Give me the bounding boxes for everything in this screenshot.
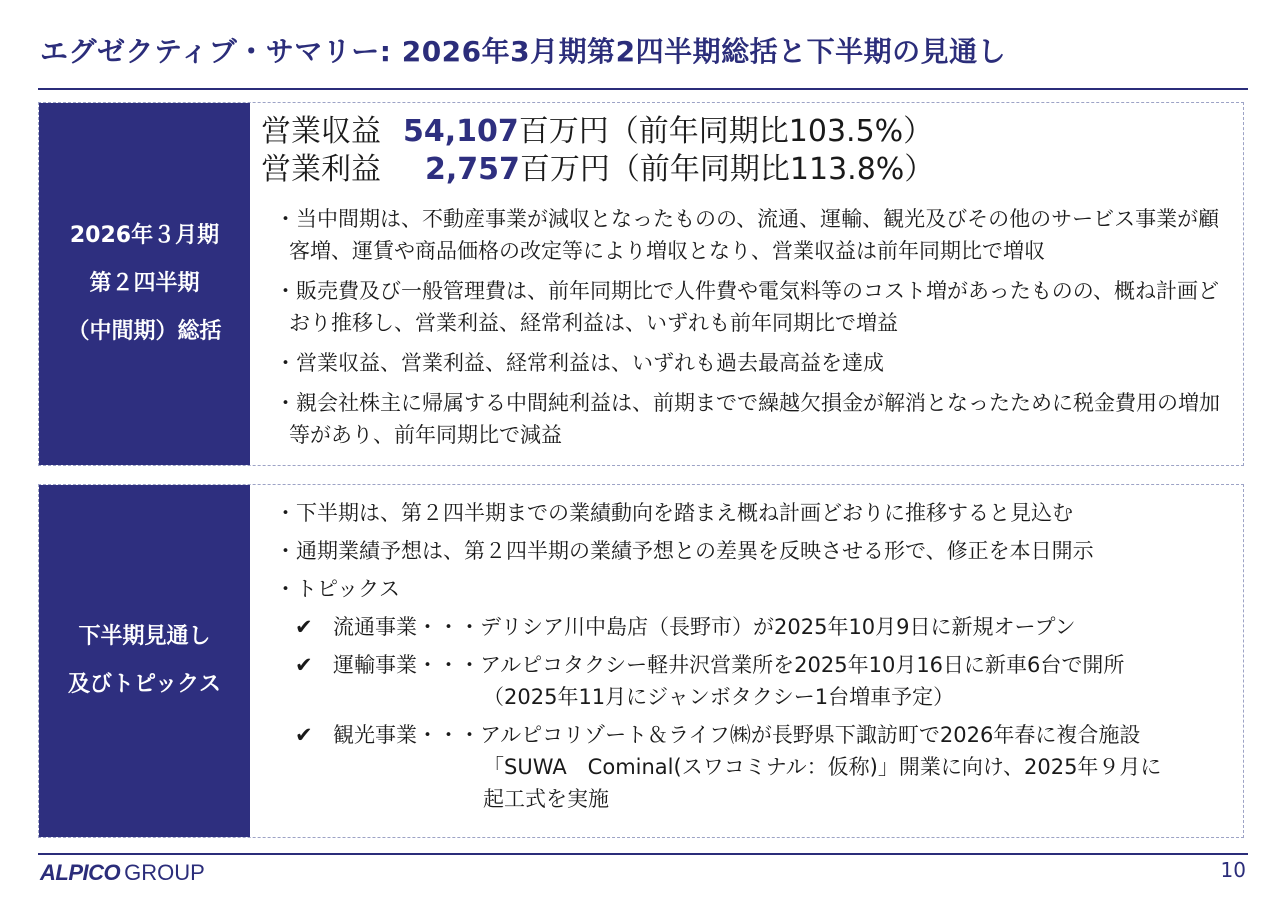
check-icon: ✔ (295, 723, 313, 747)
topic-item (295, 649, 1237, 713)
outlook-section (38, 484, 1244, 838)
topic-line: 観光事業・・・アルピコリゾート＆ライフ㈱が長野県下諏訪町で2026年春に複合施設 (333, 723, 1141, 747)
revenue-suffix: 百万円（前年同期比103.5%） (518, 114, 934, 149)
logo-group: GROUP (124, 860, 205, 885)
revenue-kpi (261, 113, 933, 151)
summary-bullet: ・親会社株主に帰属する中間純利益は、前期までで繰越欠損金が解消となったために税金費用の増加等があり、前年同期比で減益 (275, 391, 1220, 447)
operating-income-suffix: 百万円（前年同期比113.8%） (519, 152, 935, 187)
topic-item (295, 719, 1237, 815)
summary-side-line: （中間期）総括 (67, 319, 222, 344)
outlook-bullets (275, 497, 1237, 821)
outlook-side-line: 及びトピックス (68, 672, 221, 697)
summary-side-line: 2026年３月期 (69, 223, 220, 248)
summary-bullets (275, 203, 1237, 459)
outlook-side-label (39, 485, 250, 837)
operating-income-value: 2,757 (425, 152, 520, 187)
summary-content (261, 103, 1237, 465)
page-number: 10 (1220, 858, 1246, 882)
footer-divider (38, 853, 1248, 855)
summary-side-line: 第２四半期 (89, 271, 200, 296)
topic-line: 流通事業・・・デリシア川中島店（長野市）が2025年10月9日に新規オープン (333, 615, 1076, 639)
topic-line: 「SUWA Cominal(スワコミナル：仮称)」開業に向け、2025年９月に (483, 755, 1162, 779)
topic-line: 起工式を実施 (483, 787, 609, 811)
topic-line: 運輸事業・・・アルピコタクシー軽井沢営業所を2025年10月16日に新車6台で開所 (333, 653, 1125, 677)
outlook-content (261, 485, 1237, 837)
title-divider (38, 88, 1248, 90)
summary-bullet: ・販売費及び一般管理費は、前年同期比で人件費や電気料等のコスト増があったものの、概ね計画どおり推移し、営業利益、経常利益は、いずれも前年同期比で増益 (275, 279, 1219, 335)
topics-heading: ・トピックス (275, 577, 400, 601)
check-icon: ✔ (295, 615, 313, 639)
summary-bullet: ・営業収益、営業利益、経常利益は、いずれも過去最高益を達成 (275, 351, 884, 375)
check-icon: ✔ (295, 653, 313, 677)
operating-income-label: 営業利益 (261, 152, 381, 187)
outlook-side-line: 下半期見通し (78, 624, 211, 649)
logo-brand: ALPICO (40, 860, 121, 885)
operating-income-kpi (261, 151, 934, 189)
summary-side-label (39, 103, 250, 465)
summary-section (38, 102, 1244, 466)
outlook-bullet: ・通期業績予想は、第２四半期の業績予想との差異を反映させる形で、修正を本日開示 (275, 539, 1094, 563)
outlook-bullet: ・下半期は、第２四半期までの業績動向を踏まえ概ね計画どおりに推移すると見込む (275, 501, 1073, 525)
page-title: エグゼクティブ・サマリー: 2026年3月期第2四半期総括と下半期の見通し (40, 35, 1007, 68)
topic-item (295, 611, 1237, 643)
topic-line: （2025年11月にジャンボタクシー1台増車予定） (483, 685, 955, 709)
alpico-group-logo (40, 858, 205, 888)
revenue-value: 54,107 (403, 114, 519, 149)
revenue-label: 営業収益 (261, 114, 381, 149)
summary-bullet: ・当中間期は、不動産事業が減収となったものの、流通、運輸、観光及びその他のサービス事業が顧客増、運賃や商品価格の改定等により増収となり、営業収益は前年同期比で増収 (275, 207, 1220, 263)
